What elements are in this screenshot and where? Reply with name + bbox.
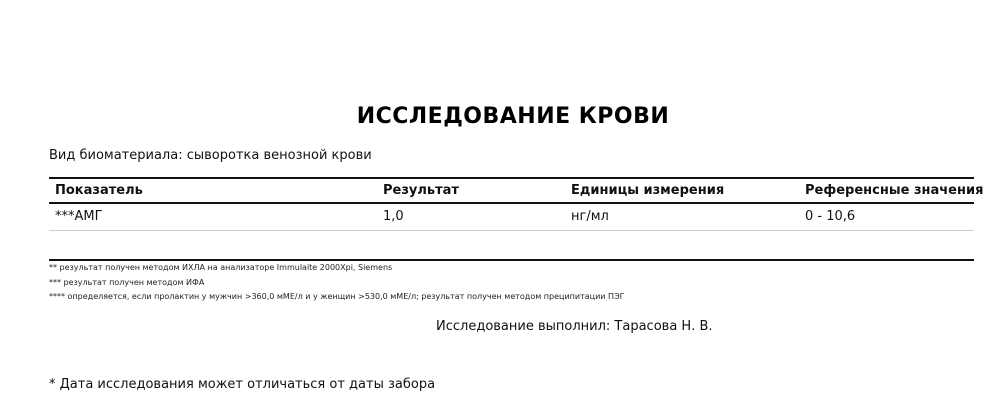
header-reference: Референсные значения — [805, 183, 984, 198]
header-result: Результат — [383, 183, 459, 198]
page-title: ИССЛЕДОВАНИЕ КРОВИ — [356, 104, 670, 129]
table-header-rule — [49, 202, 974, 204]
performer-line: Исследование выполнил: Тарасова Н. В. — [436, 319, 713, 334]
table-top-rule — [49, 177, 974, 179]
biomaterial-line: Вид биоматериала: сыворотка венозной крови — [49, 148, 372, 163]
footnote-ichla: ** результат получен методом ИХЛА на анализаторе Immulaite 2000Xpi, Siemens — [49, 263, 393, 272]
row-indicator: ***АМГ — [55, 209, 103, 224]
date-note: * Дата исследования может отличаться от даты забора — [49, 377, 436, 392]
header-indicator: Показатель — [55, 183, 143, 198]
footnotes-top-rule — [49, 259, 974, 261]
row-reference: 0 - 10,6 — [805, 209, 856, 224]
footnote-prolactin: **** определяется, если пролактин у мужчин >360,0 мМЕ/л и у женщин >530,0 мМЕ/л; результат получен методом преципитации ПЭГ — [49, 292, 625, 301]
row-result: 1,0 — [383, 209, 404, 224]
row-units: нг/мл — [571, 209, 609, 224]
table-row-rule — [49, 230, 974, 231]
footnote-ifa: *** результат получен методом ИФА — [49, 278, 205, 287]
header-units: Единицы измерения — [571, 183, 725, 198]
